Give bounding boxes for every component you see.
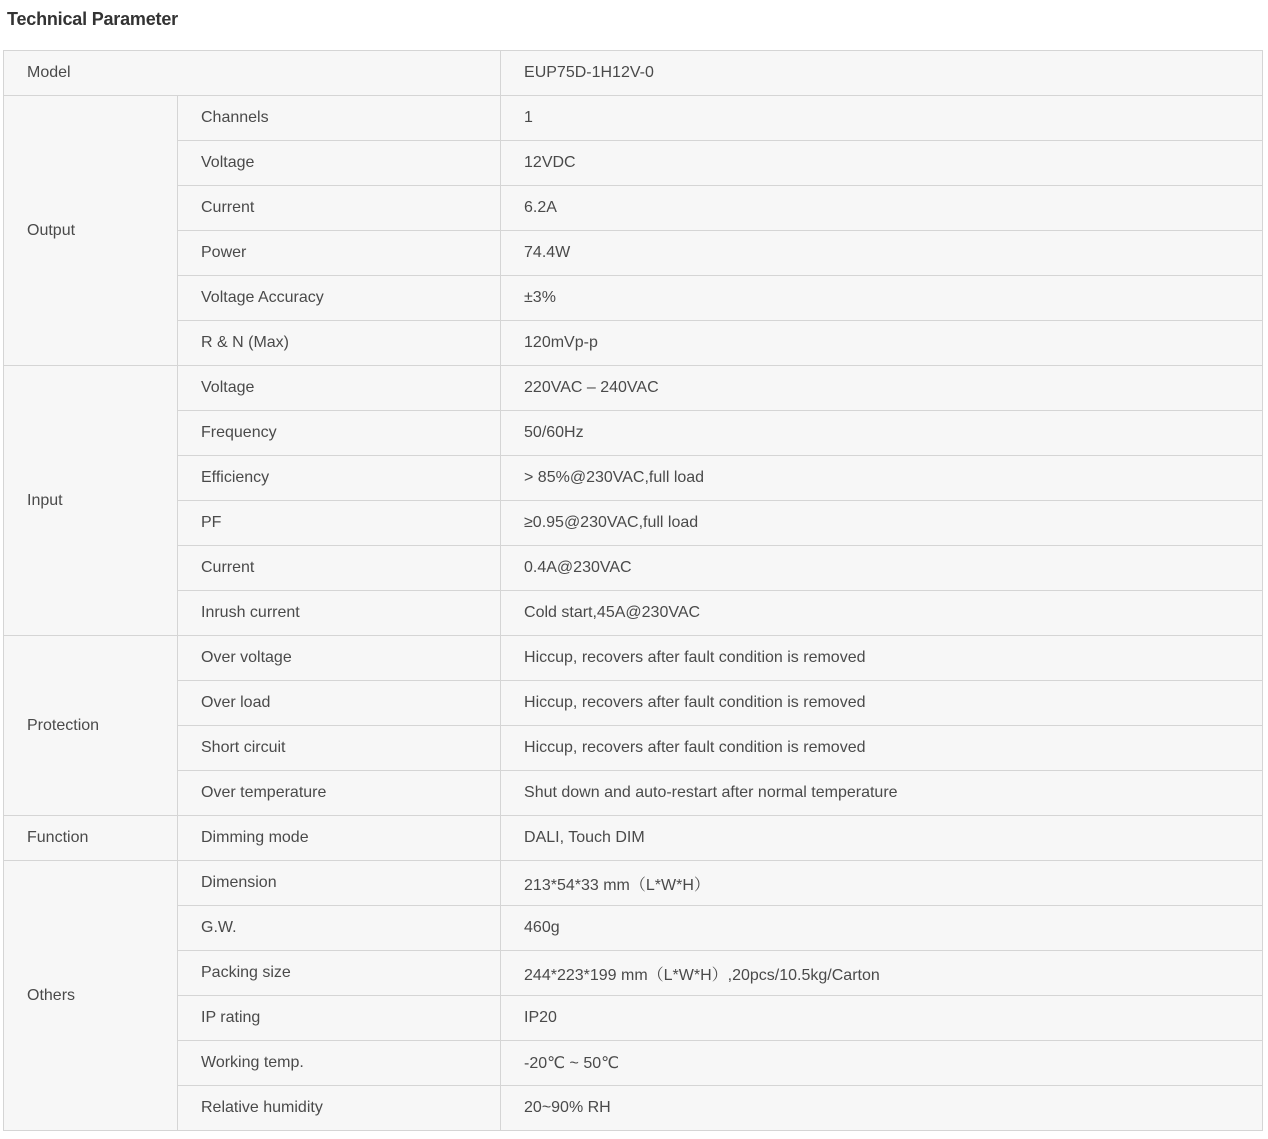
value-cell: 120mVp-p (501, 321, 1263, 366)
table-row (4, 681, 1263, 726)
value-cell: 0.4A@230VAC (501, 546, 1263, 591)
parameter-cell: Dimension (178, 861, 501, 906)
table-row (4, 276, 1263, 321)
table-row (4, 366, 1263, 411)
table-row (4, 951, 1263, 996)
value-cell: 244*223*199 mm（L*W*H）,20pcs/10.5kg/Carton (501, 951, 1263, 996)
table-row (4, 141, 1263, 186)
parameter-cell: Efficiency (178, 456, 501, 501)
parameter-cell: Over load (178, 681, 501, 726)
parameter-cell: Dimming mode (178, 816, 501, 861)
table-row (4, 96, 1263, 141)
value-cell: 213*54*33 mm（L*W*H） (501, 861, 1263, 906)
value-cell: Hiccup, recovers after fault condition is removed (501, 636, 1263, 681)
table-row (4, 321, 1263, 366)
table-row (4, 546, 1263, 591)
value-cell: ≥0.95@230VAC,full load (501, 501, 1263, 546)
parameter-cell: R & N (Max) (178, 321, 501, 366)
parameter-cell: Over temperature (178, 771, 501, 816)
value-cell: Hiccup, recovers after fault condition is removed (501, 726, 1263, 771)
table-row (4, 996, 1263, 1041)
value-cell: 1 (501, 96, 1263, 141)
table-row (4, 501, 1263, 546)
model-label: Model (4, 51, 501, 96)
value-cell: Hiccup, recovers after fault condition is removed (501, 681, 1263, 726)
parameter-cell: Power (178, 231, 501, 276)
parameter-cell: Voltage (178, 366, 501, 411)
table-row (4, 186, 1263, 231)
category-cell: Input (4, 366, 178, 636)
table-row-model (4, 51, 1263, 96)
parameter-cell: Voltage Accuracy (178, 276, 501, 321)
parameter-cell: Frequency (178, 411, 501, 456)
table-row (4, 816, 1263, 861)
category-cell: Protection (4, 636, 178, 816)
table-row (4, 456, 1263, 501)
table-row (4, 591, 1263, 636)
value-cell: IP20 (501, 996, 1263, 1041)
table-body (4, 51, 1263, 1131)
value-cell: 6.2A (501, 186, 1263, 231)
value-cell: ±3% (501, 276, 1263, 321)
parameter-cell: Relative humidity (178, 1086, 501, 1131)
category-cell: Output (4, 96, 178, 366)
value-cell: 20~90% RH (501, 1086, 1263, 1131)
technical-parameter-table (3, 50, 1263, 1131)
parameter-cell: Packing size (178, 951, 501, 996)
parameter-cell: Inrush current (178, 591, 501, 636)
value-cell: 220VAC – 240VAC (501, 366, 1263, 411)
table-row (4, 726, 1263, 771)
table-row (4, 411, 1263, 456)
parameter-cell: Over voltage (178, 636, 501, 681)
parameter-cell: Voltage (178, 141, 501, 186)
parameter-cell: Current (178, 546, 501, 591)
table-row (4, 1041, 1263, 1086)
table-row (4, 231, 1263, 276)
value-cell: Shut down and auto-restart after normal temperature (501, 771, 1263, 816)
value-cell: 460g (501, 906, 1263, 951)
category-cell: Function (4, 816, 178, 861)
parameter-cell: IP rating (178, 996, 501, 1041)
value-cell: DALI, Touch DIM (501, 816, 1263, 861)
value-cell: 50/60Hz (501, 411, 1263, 456)
parameter-cell: G.W. (178, 906, 501, 951)
value-cell: 12VDC (501, 141, 1263, 186)
table-row (4, 771, 1263, 816)
value-cell: 74.4W (501, 231, 1263, 276)
parameter-cell: Working temp. (178, 1041, 501, 1086)
table-row (4, 1086, 1263, 1131)
value-cell: > 85%@230VAC,full load (501, 456, 1263, 501)
value-cell: Cold start,45A@230VAC (501, 591, 1263, 636)
parameter-cell: PF (178, 501, 501, 546)
table-row (4, 861, 1263, 906)
value-cell: -20℃ ~ 50℃ (501, 1041, 1263, 1086)
page-title: Technical Parameter (7, 9, 178, 29)
table-row (4, 636, 1263, 681)
parameter-cell: Short circuit (178, 726, 501, 771)
parameter-cell: Channels (178, 96, 501, 141)
model-value: EUP75D-1H12V-0 (501, 51, 1263, 96)
parameter-cell: Current (178, 186, 501, 231)
category-cell: Others (4, 861, 178, 1131)
table-row (4, 906, 1263, 951)
